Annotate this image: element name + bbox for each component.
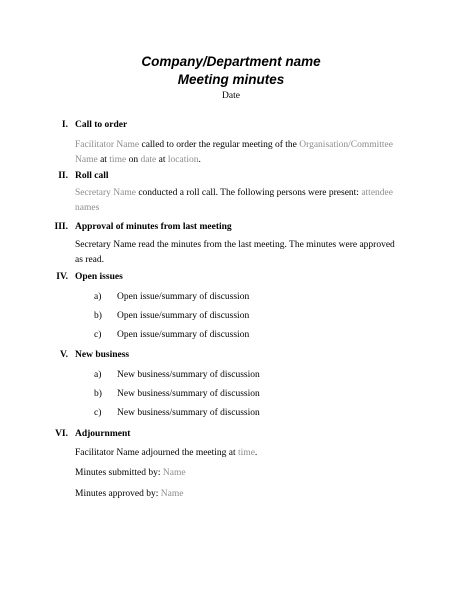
list-item-label: c)	[94, 330, 102, 340]
adjournment-paragraph: Facilitator Name adjourned the meeting at time.	[75, 448, 258, 458]
document-title: Company/Department name	[141, 54, 321, 69]
section-heading-open-issues: Open issues	[75, 272, 123, 282]
placeholder-name: Name	[162, 468, 186, 478]
call-to-order-paragraph: Facilitator Name called to order the regular meeting of the Organisation/Committee Name at time on date at location.	[75, 140, 393, 165]
section-number: II.	[58, 171, 68, 181]
section-number: III.	[54, 222, 68, 232]
section-heading-adjournment: Adjournment	[75, 429, 131, 439]
placeholder-attendee-names: attendee names	[75, 188, 393, 213]
section-heading-call-to-order: Call to order	[75, 120, 128, 130]
list-item: New business/summary of discussion	[117, 389, 260, 399]
minutes-submitted-by: Minutes submitted by: Name	[75, 468, 186, 478]
list-item-label: c)	[94, 408, 102, 418]
placeholder-organisation-name: Organisation/Committee Name	[75, 140, 393, 165]
placeholder-facilitator-name: Facilitator Name	[75, 140, 140, 150]
roll-call-paragraph: Secretary Name conducted a roll call. The following persons were present: attendee names	[75, 188, 393, 213]
approval-paragraph: Secretary Name read the minutes from the last meeting. The minutes were approved as read.	[75, 240, 395, 265]
minutes-approved-by: Minutes approved by: Name	[75, 489, 184, 499]
section-number: V.	[59, 350, 68, 360]
section-number: VI.	[55, 429, 68, 439]
section-heading-approval: Approval of minutes from last meeting	[75, 222, 232, 232]
list-item: New business/summary of discussion	[117, 408, 260, 418]
document-subtitle: Meeting minutes	[177, 72, 285, 87]
placeholder-name: Name	[160, 489, 184, 499]
section-number: IV.	[56, 272, 68, 282]
placeholder-date: date	[140, 155, 157, 165]
list-item: Open issue/summary of discussion	[117, 311, 250, 321]
placeholder-secretary-name: Secretary Name	[75, 188, 136, 198]
document-date: Date	[222, 91, 240, 101]
section-number: I.	[61, 120, 68, 130]
list-item-label: a)	[94, 370, 102, 380]
placeholder-time: time	[109, 155, 127, 165]
list-item: Open issue/summary of discussion	[117, 292, 250, 302]
section-heading-roll-call: Roll call	[75, 171, 109, 181]
list-item-label: b)	[94, 311, 102, 321]
list-item-label: a)	[94, 292, 102, 302]
section-heading-new-business: New business	[75, 350, 130, 360]
placeholder-time: time	[238, 448, 255, 458]
placeholder-location: location	[167, 155, 199, 165]
list-item-label: b)	[94, 389, 102, 399]
list-item: New business/summary of discussion	[117, 370, 260, 380]
list-item: Open issue/summary of discussion	[117, 330, 250, 340]
